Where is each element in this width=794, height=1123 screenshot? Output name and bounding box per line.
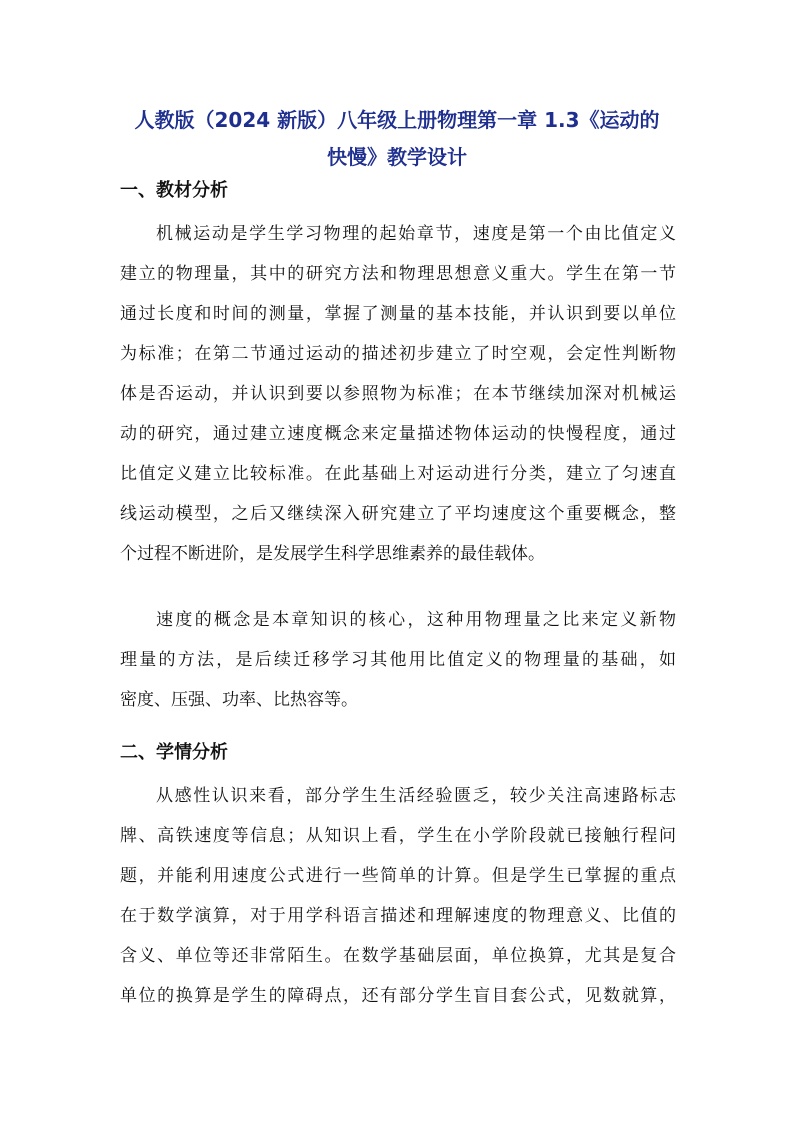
section-heading-textbook-analysis: 一、教材分析 [120,180,228,201]
paragraph-line: 单位的换算是学生的障碍点，还有部分学生盲目套公式，见数就算， [120,986,676,1006]
section-heading-student-analysis: 二、学情分析 [120,742,228,763]
paragraph-line: 在于数学演算，对于用学科语言描述和理解速度的物理意义、比值的 [120,906,676,926]
paragraph-line: 含义、单位等还非常陌生。在数学基础层面，单位换算，尤其是复合 [120,946,676,966]
paragraph-line: 机械运动是学生学习物理的起始章节，速度是第一个由比值定义 [156,224,676,244]
paragraph-line: 为标准；在第二节通过运动的描述初步建立了时空观，会定性判断物 [120,344,676,364]
paragraph-line: 线运动模型，之后又继续深入研究建立了平均速度这个重要概念，整 [120,504,676,524]
paragraph-line: 题，并能利用速度公式进行一些简单的计算。但是学生已掌握的重点 [120,866,676,886]
paragraph-line: 牌、高铁速度等信息；从知识上看，学生在小学阶段就已接触行程问 [120,826,676,846]
paragraph-line: 通过长度和时间的测量，掌握了测量的基本技能，并认识到要以单位 [120,304,676,324]
paragraph-line: 速度的概念是本章知识的核心，这种用物理量之比来定义新物 [156,610,676,630]
paragraph-line: 密度、压强、功率、比热容等。 [120,690,358,710]
paragraph-line: 建立的物理量，其中的研究方法和物理思想意义重大。学生在第一节 [120,264,676,284]
paragraph-line: 理量的方法，是后续迁移学习其他用比值定义的物理量的基础，如 [120,650,676,670]
paragraph-line: 从感性认识来看，部分学生生活经验匮乏，较少关注高速路标志 [156,786,676,806]
paragraph-line: 动的研究，通过建立速度概念来定量描述物体运动的快慢程度，通过 [120,424,676,444]
document-title-line-2: 快慢》教学设计 [327,145,467,169]
paragraph-line: 比值定义建立比较标准。在此基础上对运动进行分类，建立了匀速直 [120,464,676,484]
paragraph-line: 体是否运动，并认识到要以参照物为标准；在本节继续加深对机械运 [120,384,676,404]
paragraph-line: 个过程不断进阶，是发展学生科学思维素养的最佳载体。 [120,544,545,564]
document-title-line-1: 人教版（2024 新版）八年级上册物理第一章 1.3《运动的 [134,108,660,132]
